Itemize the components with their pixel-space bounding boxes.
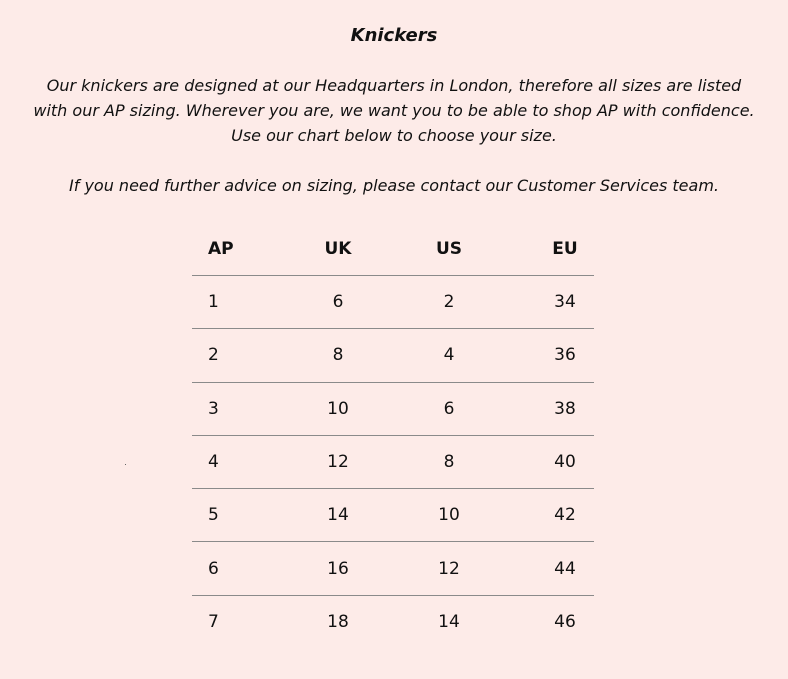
column-header-us: US [435,239,463,259]
intro-line: with our AP sizing. Wherever you are, we want you to be able to shop AP with confidence. [33,101,755,120]
cell-ap: 7 [208,612,219,633]
cell-ap: 5 [208,505,219,526]
cell-eu: 36 [554,345,576,366]
cell-us: 12 [438,558,460,579]
cell-uk: 10 [327,398,349,419]
cell-us: 8 [443,452,455,473]
advice-text: If you need further advice on sizing, please contact our Customer Services team. [69,176,719,195]
cell-eu: 38 [554,398,576,419]
intro-line: Our knickers are designed at our Headquarters in London, therefore all sizes are listed [46,76,742,95]
cell-uk: 12 [327,452,349,473]
cell-eu: 40 [554,452,576,473]
cell-ap: 4 [208,452,219,473]
table-row [192,329,594,382]
cell-uk: 16 [327,558,349,579]
cell-us: 10 [438,505,460,526]
column-header-eu: EU [552,239,578,259]
stray-dot [125,464,126,465]
table-row [192,542,594,595]
table-row [192,596,594,649]
cell-us: 6 [443,398,455,419]
column-header-ap: AP [208,239,234,259]
cell-uk: 6 [332,292,344,313]
table-row [192,489,594,542]
table-header-row [192,223,594,276]
intro-line: Use our chart below to choose your size. [231,126,557,145]
cell-eu: 42 [554,505,576,526]
table-row [192,276,594,329]
cell-eu: 46 [554,612,576,633]
cell-ap: 3 [208,398,219,419]
size-chart-table [192,223,594,649]
table-row [192,383,594,436]
cell-us: 14 [438,612,460,633]
cell-ap: 6 [208,558,219,579]
cell-uk: 8 [332,345,344,366]
cell-us: 4 [443,345,455,366]
cell-uk: 18 [327,612,349,633]
column-header-uk: UK [324,239,352,259]
table-row [192,436,594,489]
cell-eu: 44 [554,558,576,579]
cell-ap: 2 [208,345,219,366]
intro-paragraph [0,73,788,148]
cell-us: 2 [443,292,455,313]
cell-eu: 34 [554,292,576,313]
page-title: Knickers [350,25,438,46]
cell-uk: 14 [327,505,349,526]
cell-ap: 1 [208,292,219,313]
